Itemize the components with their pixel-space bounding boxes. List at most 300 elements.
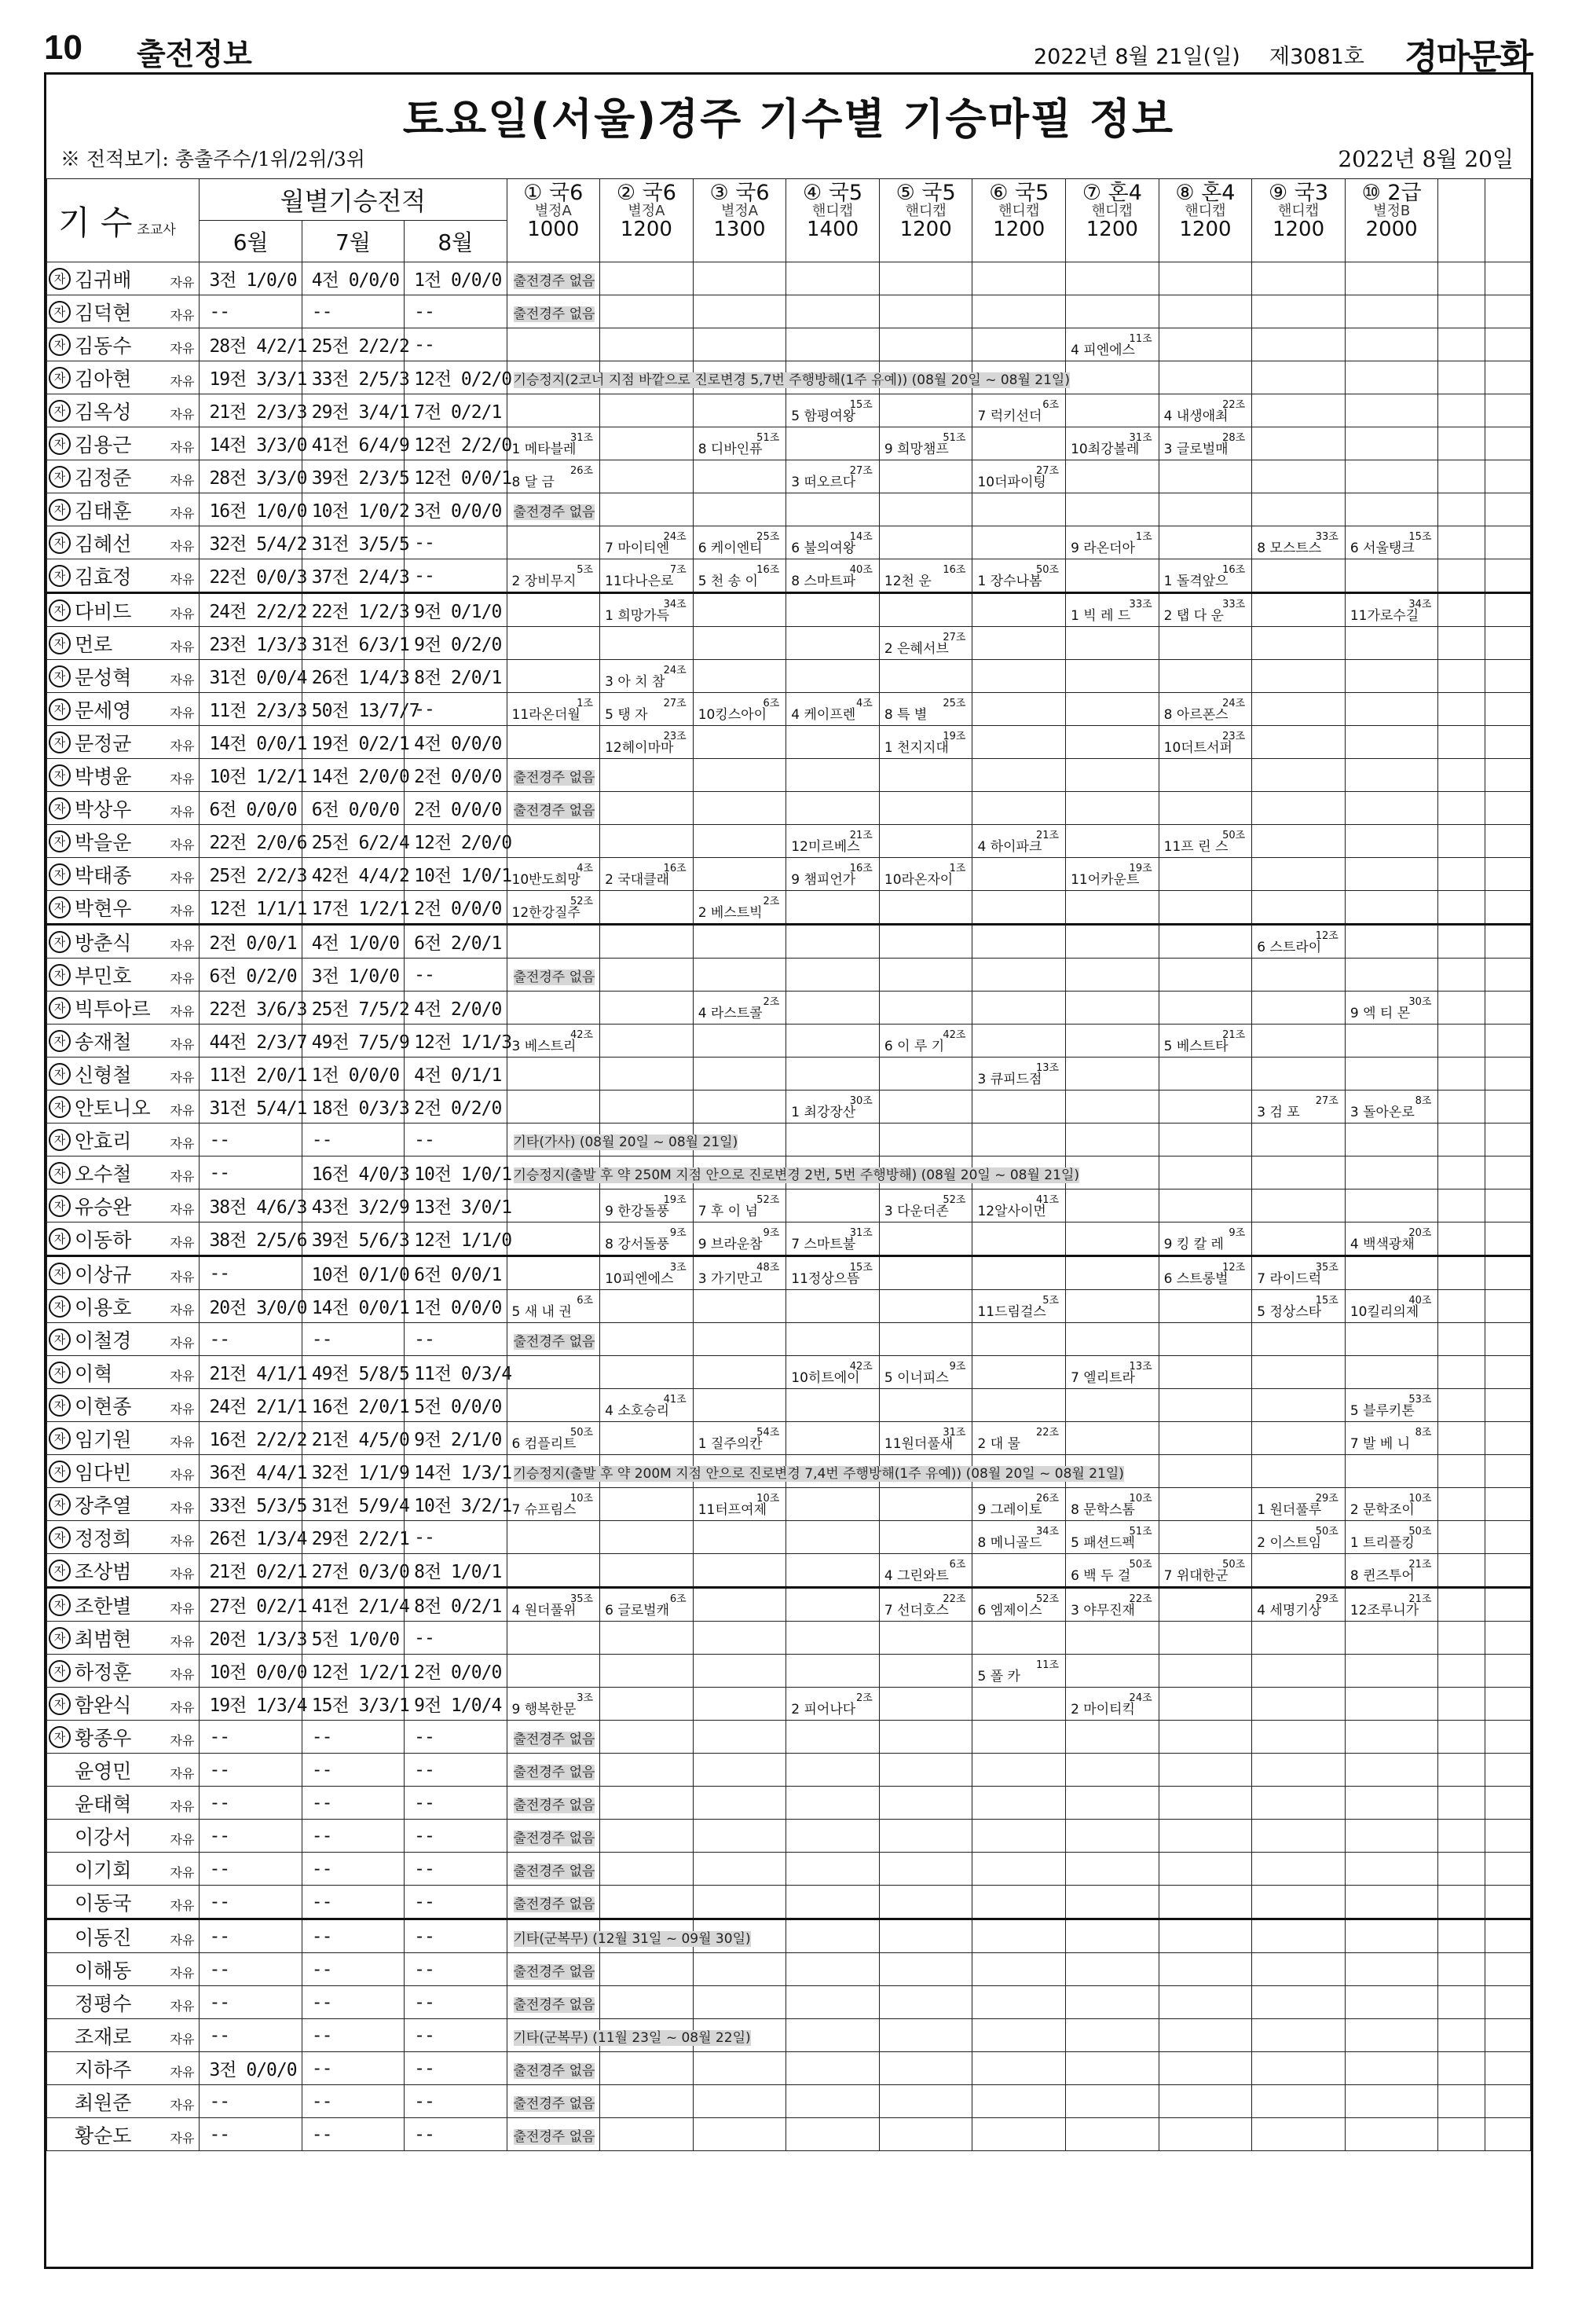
race-cell [600,493,694,526]
empty-header [1485,179,1531,262]
monthly-record: 2전 0/0/0 [405,891,507,925]
jockey-name: 윤영민 [75,1759,132,1783]
gate-number: 6조 [669,1593,687,1605]
monthly-record: 22전 3/6/3 [200,992,302,1025]
race-cell [879,2085,972,2118]
race-cell [1252,1356,1346,1389]
race-cell [972,693,1066,726]
jockey-cell [47,792,200,825]
monthly-record: -- [405,1820,507,1853]
trainer-label: 자유 [170,439,195,455]
horse-name: 12미르베스 [791,839,860,855]
race-cell [786,2052,880,2085]
race-cell [600,1389,694,1422]
race-cell [1066,1554,1159,1588]
race-cell [1485,1356,1531,1389]
race-cell [600,825,694,858]
race-cell [1252,693,1346,726]
race-cell [879,427,972,460]
race-cell [1066,2085,1159,2118]
race-cell [1438,925,1485,959]
trainer-label: 자유 [170,837,195,852]
jockey-name: 이용호 [75,1296,132,1319]
jockey-name: 이동진 [75,1926,132,1949]
race-cell [1485,825,1531,858]
race-cell [786,1919,880,1953]
race-cell [786,992,880,1025]
gate-number: 12조 [1315,930,1338,942]
race-cell [1345,792,1438,825]
monthly-record: 27전 0/2/1 [200,1588,302,1622]
gate-number: 50조 [1222,830,1246,841]
race-cell [1485,559,1531,593]
trainer-label: 자유 [170,970,195,986]
monthly-record: -- [200,1721,302,1754]
monthly-record: 11전 2/3/3 [200,693,302,726]
race-cell [1485,1157,1531,1189]
race-cell [1252,726,1346,759]
race-cell [600,427,694,460]
race-cell [1485,2052,1531,2085]
race-cell [1438,693,1485,726]
race-cell [1159,1124,1252,1157]
gate-number: 22조 [943,1593,966,1605]
trainer-label: 자유 [170,2130,195,2146]
race-cell [879,1189,972,1222]
horse-name: 3 가기만고 [698,1271,763,1287]
race-cell [879,825,972,858]
race-cell [693,1919,786,1953]
status-note [514,2092,595,2112]
monthly-record: 25전 7/5/2 [302,992,404,1025]
race-cell [1159,858,1252,891]
horse-name: 1 천지지대 [884,740,949,756]
race-cell [507,627,600,660]
race-cell [600,2052,694,2085]
badge-circle-icon: 자 [49,731,71,753]
race-cell [1438,1422,1485,1455]
race-cell [786,262,880,295]
horse-name: 5 폴 카 [977,1669,1020,1684]
race-cell [1159,1422,1252,1455]
race-cell [1485,627,1531,660]
monthly-record: 10전 1/0/1 [405,858,507,891]
race-cell [1066,992,1159,1025]
race-cell [1485,1290,1531,1323]
race-cell [1485,792,1531,825]
monthly-record: 3전 1/0/0 [200,262,302,295]
race-cell [1485,726,1531,759]
jockey-cell [47,394,200,427]
race-cell [972,1058,1066,1091]
table-row [47,1622,1531,1655]
race-cell [1485,1919,1531,1953]
monthly-record: 7전 0/2/1 [405,394,507,427]
monthly-record: -- [200,1986,302,2019]
monthly-record: -- [200,1853,302,1886]
race-cell [600,361,694,394]
monthly-record: 22전 0/0/3 [200,559,302,593]
monthly-record: -- [405,1721,507,1754]
monthly-record: 25전 6/2/4 [302,825,404,858]
jockey-cell [47,1588,200,1622]
status-note [514,1827,595,1846]
table-row [47,1721,1531,1754]
horse-name: 6 스트라이 [1257,940,1322,955]
monthly-record: 4전 0/1/1 [405,1058,507,1091]
trainer-label: 자유 [170,1864,195,1880]
badge-circle-icon: 자 [49,433,71,455]
race-cell [507,593,600,627]
race-cell [693,526,786,559]
jockey-cell [47,427,200,460]
race-cell [507,992,600,1025]
race-cell [1438,1853,1485,1886]
race-cell [507,1455,1124,1488]
monthly-record: 3전 0/0/0 [200,2052,302,2085]
race-cell [1485,1256,1531,1290]
race-cell [1066,1721,1159,1754]
race-cell [600,1588,694,1622]
race-cell [1345,460,1438,493]
race-cell [693,759,786,792]
race-cell [1345,262,1438,295]
race-cell [786,1853,880,1886]
monthly-record: 9전 2/1/0 [405,1422,507,1455]
gate-number: 9조 [763,1227,780,1239]
race-cell [879,559,972,593]
race-cell [1438,361,1485,394]
race-cell [1066,2019,1159,2052]
race-cell [972,1754,1066,1787]
status-note-text: 출전경주 없음 [513,504,595,520]
race-cell [1252,1754,1346,1787]
jockey-name: 송재철 [75,1030,132,1054]
race-cell [600,1323,694,1356]
horse-name: 6 이 루 기 [884,1039,945,1054]
race-cell [972,1521,1066,1554]
status-note-text: 출전경주 없음 [513,306,595,322]
jockey-cell [47,2118,200,2151]
table-row [47,759,1531,792]
jockey-name: 조재로 [75,2025,132,2048]
race-cell [1345,361,1438,394]
trainer-label: 자유 [170,606,195,621]
race-cell [879,1588,972,1622]
race-cell [972,1124,1066,1157]
jockey-name: 이혁 [75,1362,113,1385]
race-cell [1066,825,1159,858]
race-cell [972,1787,1066,1820]
race-cell [1485,1222,1531,1256]
monthly-record: 10전 0/0/0 [200,1655,302,1688]
race-cell [600,460,694,493]
race-cell [1066,1058,1159,1091]
race-cell [1066,726,1159,759]
race-cell [1159,1886,1252,1919]
race-cell [1252,526,1346,559]
race-cell [507,1058,600,1091]
race-cell [972,1886,1066,1919]
monthly-record: 2전 0/0/0 [405,759,507,792]
gate-number: 15조 [849,1262,873,1274]
race-cell [1345,1389,1438,1422]
brand-logo: 경마문화 [1404,37,1532,77]
race-cell [507,1554,600,1588]
race-cell [693,891,786,925]
race-cell [693,1588,786,1622]
gate-number: 42조 [569,1029,594,1041]
jockey-cell [47,1688,200,1721]
race-cell [1345,959,1438,992]
race-cell [972,959,1066,992]
jockey-cell [47,1290,200,1323]
race-cell [1485,262,1531,295]
horse-name: 10더트서퍼 [1163,740,1232,756]
gate-number: 27조 [663,698,687,709]
monthly-record: 28전 3/3/0 [200,460,302,493]
monthly-record: 19전 3/3/1 [200,361,302,394]
race-cell [1159,2052,1252,2085]
trainer-label: 자유 [170,903,195,918]
race-cell [972,493,1066,526]
table-row [47,427,1531,460]
horse-name: 6 글로벌캐 [605,1603,670,1618]
gate-number: 40조 [849,564,873,576]
gate-number: 51조 [943,432,966,444]
race-cell [786,1820,880,1853]
badge-circle-icon: 자 [49,1594,71,1616]
horse-name: 9 브라운참 [698,1237,763,1252]
race-cell [693,1256,786,1290]
race-cell [1485,2118,1531,2151]
race-cell [600,660,694,693]
monthly-record: 10전 1/0/1 [405,1157,507,1189]
race-cell [1485,295,1531,328]
race-cell [600,328,694,361]
status-note [514,1794,595,1813]
monthly-record: 24전 2/2/2 [200,593,302,627]
race-cell [972,858,1066,891]
jockey-name: 다비드 [75,599,132,623]
badge-circle-icon: 자 [49,532,71,554]
jockey-name: 이현종 [75,1395,132,1418]
horse-name: 1 장수나봄 [977,574,1042,589]
race-cell [1485,660,1531,693]
race-cell [1438,1455,1485,1488]
race-cell [1438,1688,1485,1721]
status-note [514,1728,595,1747]
race-cell [1159,2019,1252,2052]
race-cell [1438,1554,1485,1588]
table-row [47,1554,1531,1588]
race-cell [972,1853,1066,1886]
jockey-name: 조상범 [75,1560,132,1583]
table-row [47,2085,1531,2118]
race-cell [1485,1058,1531,1091]
badge-circle-icon: 자 [49,1063,71,1085]
monthly-record: -- [302,1787,404,1820]
badge-circle-icon: 자 [49,764,71,786]
race-cell [1345,1554,1438,1588]
table-row [47,925,1531,959]
race-cell [600,1157,694,1189]
race-cell [1159,1655,1252,1688]
monthly-record: 10전 1/2/1 [200,759,302,792]
table-row [47,1058,1531,1091]
race-cell [600,262,694,295]
monthly-record: -- [200,1157,302,1189]
horse-name: 3 아 치 참 [605,674,665,690]
badge-circle-icon: 자 [49,1263,71,1285]
page-title: 토요일(서울)경주 기수별 기승마필 정보 [402,94,1175,144]
jockey-cell [47,1919,200,1953]
race-cell [1252,1953,1346,1986]
jockey-name: 김아현 [75,367,132,390]
horse-name: 9 라온더아 [1071,541,1135,556]
jockey-name: 황종우 [75,1726,132,1750]
horse-name: 3 떠오르다 [791,475,856,490]
race-cell [600,1455,694,1488]
horse-name: 10반도희망 [511,872,580,888]
race-cell [1066,1622,1159,1655]
monthly-record: 10전 3/2/1 [405,1488,507,1521]
race-cell [507,759,600,792]
race-cell [1159,726,1252,759]
gate-number: 10조 [1129,1493,1152,1505]
monthly-record: 31전 0/0/4 [200,660,302,693]
race-cell [879,1455,972,1488]
gate-number: 31조 [1129,432,1152,444]
race-cell [786,460,880,493]
race-cell [1485,1622,1531,1655]
race-cell [1345,1256,1438,1290]
race-cell [1252,1853,1346,1886]
race-cell [1252,1721,1346,1754]
race-cell [1345,660,1438,693]
race-cell [1345,1521,1438,1554]
gate-number: 5조 [577,564,594,576]
badge-circle-icon: 자 [49,1693,71,1715]
race-cell [507,295,600,328]
race-cell [1159,925,1252,959]
monthly-record: 13전 3/0/1 [405,1189,507,1222]
monthly-record: -- [405,295,507,328]
monthly-record: 43전 3/2/9 [302,1189,404,1222]
table-row [47,992,1531,1025]
race-cell [507,1622,600,1655]
race-cell [1159,1356,1252,1389]
race-cell [1438,1953,1485,1986]
horse-name: 5 패션드펙 [1071,1535,1135,1551]
race-cell [693,1189,786,1222]
race-cell [693,1455,786,1488]
race-cell [1159,1820,1252,1853]
race-cell [1438,726,1485,759]
status-note [514,2059,595,2079]
jockey-cell [47,1820,200,1853]
race-cell [1252,559,1346,593]
race-cell [1252,1622,1346,1655]
gate-number: 42조 [943,1029,966,1041]
jockey-cell [47,1787,200,1820]
race-cell [1066,1919,1159,1953]
horse-name: 9 희망챔프 [884,442,949,457]
race-cell [507,1025,600,1058]
race-cell [879,328,972,361]
horse-name: 8 문학스톰 [1071,1502,1135,1518]
badge-circle-icon: 자 [49,632,71,654]
table-row [47,1455,1531,1488]
race-cell [1252,627,1346,660]
race-cell [879,1422,972,1455]
race-cell [786,1256,880,1290]
jockey-cell [47,1389,200,1422]
monthly-record: 11전 0/3/4 [405,1356,507,1389]
monthly-record: 24전 2/1/1 [200,1389,302,1422]
horse-name: 7 발 베 니 [1349,1436,1411,1452]
race-cell [600,1820,694,1853]
race-cell [1485,1588,1531,1622]
race-cell [693,1953,786,1986]
monthly-record: -- [405,2052,507,2085]
race-cell [1485,1554,1531,1588]
monthly-record: 9전 1/0/4 [405,1688,507,1721]
race-cell [1485,693,1531,726]
monthly-record: -- [302,1853,404,1886]
monthly-record: 6전 0/0/0 [200,792,302,825]
gate-number: 29조 [1315,1593,1338,1605]
race-cell [879,1820,972,1853]
jockey-cell [47,1886,200,1919]
race-cell [507,1290,600,1323]
race-cell [1252,992,1346,1025]
race-cell [1485,1323,1531,1356]
gate-number: 50조 [569,1427,594,1439]
trainer-label: 자유 [170,340,195,356]
status-note [514,1761,595,1780]
race-cell [1066,262,1159,295]
gate-number: 19조 [1129,863,1152,874]
race-cell [600,1356,694,1389]
race-cell [1438,1919,1485,1953]
monthly-record: 14전 0/0/1 [302,1290,404,1323]
trainer-label: 자유 [170,1897,195,1913]
monthly-record: -- [302,2019,404,2052]
monthly-record: 39전 5/6/3 [302,1222,404,1256]
race-cell [693,1622,786,1655]
status-note-text: 출전경주 없음 [513,2096,595,2112]
race-cell [507,1256,600,1290]
race-cell [507,858,600,891]
race-cell [1066,1091,1159,1124]
race-cell [1066,1488,1159,1521]
race-cell [1345,1688,1438,1721]
race-cell [693,1290,786,1323]
race-cell [879,526,972,559]
race-cell [879,660,972,693]
horse-name: 8 스마트파 [791,574,856,589]
table-row [47,2118,1531,2151]
race-cell [786,891,880,925]
race-cell [693,825,786,858]
race-cell [693,361,786,394]
race-cell [1345,1986,1438,2019]
monthly-record: 3전 0/0/0 [405,493,507,526]
monthly-record: 5전 0/0/0 [405,1389,507,1422]
monthly-record: 2전 0/0/0 [405,792,507,825]
race-cell [1252,759,1346,792]
